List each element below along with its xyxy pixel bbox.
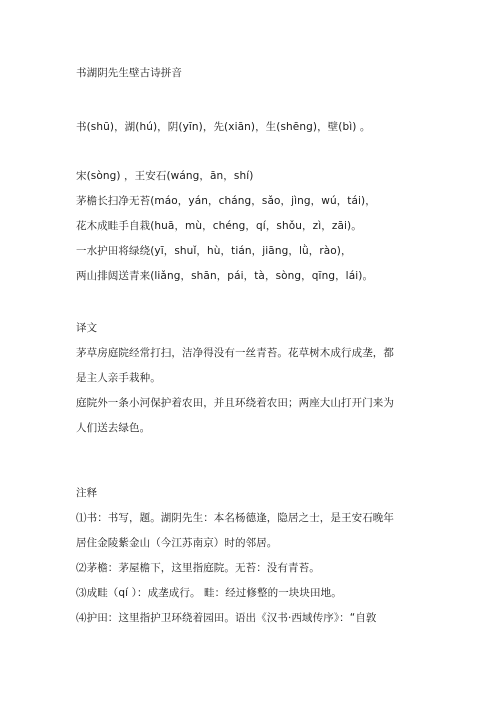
poem-line: 一水护田将绿绕(yī，shuǐ，hù，tián，jiāng，lǜ，rào)， [76, 245, 352, 257]
poem-line: 花木成畦手自栽(huā，mù，chéng，qí，shǒu，zì，zāi)。 [76, 220, 362, 232]
notes-heading: 注释 [76, 487, 98, 499]
translation-heading: 译文 [76, 322, 98, 334]
translation-line: 人们送去绿色。 [76, 422, 151, 434]
note-line: ⑷护田：这里指护卫环绕着园田。语出《汉书·西域传序》：“自敦 [76, 612, 377, 624]
note-line: ⑶成畦（qí ）：成垄成行。 畦：经过修整的一块块田地。 [76, 587, 342, 599]
note-line: ⑴书：书写，题。湖阴先生：本名杨德逢，隐居之士，是王安石晚年 [76, 512, 394, 524]
poem-line: 茅檐长扫净无苔(máo，yán，cháng，sǎo，jìng，wú，tái)， [76, 195, 376, 207]
poem-author-line: 宋(sòng) ，王安石(wáng，ān，shí) [76, 170, 254, 182]
doc-title: 书湖阴先生壁古诗拼音 [76, 67, 182, 79]
note-line: ⑵茅檐：茅屋檐下，这里指庭院。无苔：没有青苔。 [76, 562, 320, 574]
title-pinyin: 书(shū)，湖(hú)，阴(yīn)，先(xiān)，生(shēng)，壁(bì) 。 [76, 121, 371, 133]
poem-line: 两山排闼送青来(liǎng，shān，pái，tà，sòng，qīng，lái)。 [76, 270, 374, 282]
translation-line: 茅草房庭院经常打扫，洁净得没有一丝青苔。花草树木成行成垄，都 [76, 347, 394, 359]
translation-line: 是主人亲手栽种。 [76, 372, 161, 384]
translation-line: 庭院外一条小河保护着农田，并且环绕着农田；两座大山打开门来为 [76, 397, 394, 409]
note-line: 居住金陵紫金山（今江苏南京）时的邻居。 [76, 537, 278, 549]
